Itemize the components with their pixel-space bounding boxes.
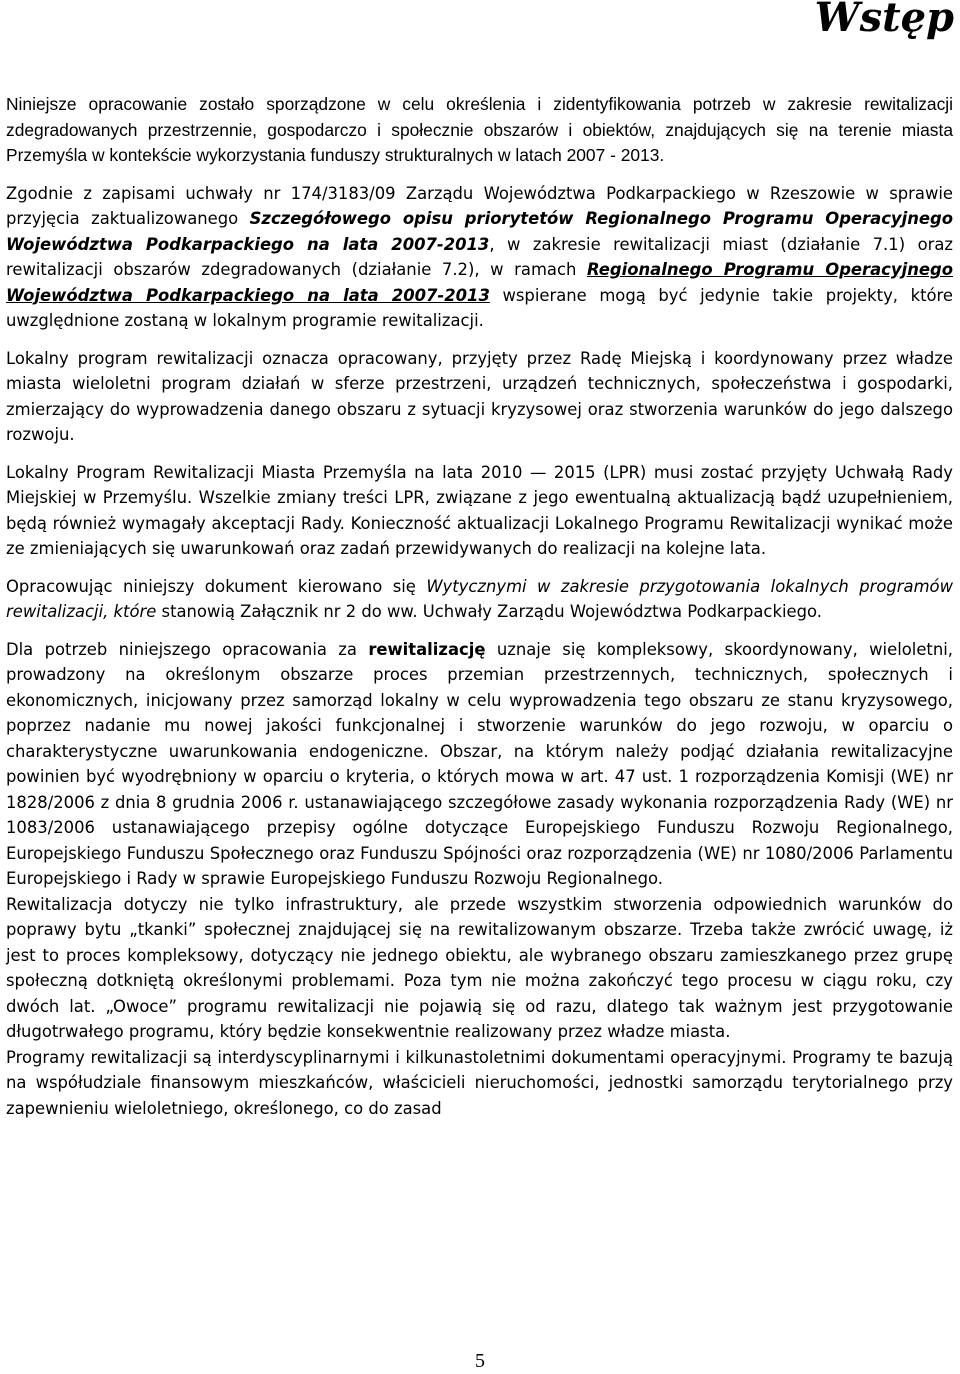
page-number: 5 [475,1350,485,1372]
emphasis-revitalization: rewitalizację [368,639,486,659]
paragraph-lpr-adoption: Lokalny Program Rewitalizacji Miasta Przemyśla na lata 2010 — 2015 (LPR) musi zostać przyjęty Uchwałą Rady Miejskiej w Przemyślu. Wszelkie zmiany treści LPR, związane z jego ewentualną aktualizacją bądź uzupełnieniem, będą również wymagały akceptacji Rady. Konieczność aktualizacji Lokalnego Programu Rewitalizacji wynikać może ze zmieniających się uwarunkowań oraz zadań przewidywanych do realizacji na kolejne lata. [6,462,953,558]
paragraph-resolution [6,181,953,334]
text-run: Opracowując niniejszy dokument kierowano się [6,576,427,596]
section-heading: Wstęp [814,0,954,41]
emphasis-program-description: Szczegółowego opisu priorytetów Regionalnego Programu Operacyjnego Województwa Podkarpackiego na lata 2007-2013 [6,209,953,254]
paragraph-programs: Programy rewitalizacji są interdyscyplinarnymi i kilkunastoletnimi dokumentami operacyjnymi. Programy te bazują na współudziale finansowym mieszkańców, właścicieli nieruchomości, jednostki samorządu terytorialnego przy zapewnieniu wieloletniego, określonego, co do zasad [6,1047,953,1118]
paragraph-definition [6,637,953,892]
paragraph-infrastructure: Rewitalizacja dotyczy nie tylko infrastruktury, ale przede wszystkim stworzenia odpowiednich warunków do poprawy bytu „tkanki” społecznej znajdującej się na rewitalizowanym obszarze. Trzeba także zwrócić uwagę, iż jest to proces kompleksowy, dotyczący nie jednego obiektu, ale wybranego obszaru zamieszkanego przez grupę społeczną dotkniętą określonymi problemami. Poza tym nie można zakończyć tego procesu w ciągu roku, czy dwóch lat. „Owoce” programu rewitalizacji nie pojawią się od razu, dlatego tak ważnym jest przygotowanie długotrwałego programu, który będzie konsekwentnie realizowany przez władze miasta. [6,894,953,1041]
emphasis-guidelines-title: Wytycznymi w zakresie przygotowania lokalnych programów rewitalizacji, które [6,576,953,621]
text-run: uznaje się kompleksowy, skoordynowany, wieloletni, prowadzony na określonym obszarze proces przemian przestrzennych, technicznych, społecznych i ekonomicznych, inicjowany przez samorząd lokalny w celu wyprowadzenia tego obszaru ze stanu kryzysowego, poprzez nadanie mu nowej jakości funkcjonalnej i stworzenie warunków do jego rozwoju, w oparciu o charakterystyczne uwarunkowania endogeniczne. Obszar, na którym należy podjąć działania rewitalizacyjne powinien być wyodrębniony w oparciu o kryteria, o których mowa w art. 47 ust. 1 rozporządzenia Komisji (WE) nr 1828/2006 z dnia 8 grudnia 2006 r. ustanawiającego szczegółowe zasady wykonania rozporządzenia Rady (WE) nr 1083/2006 ustanawiającego przepisy ogólne dotyczące Europejskiego Funduszu Rozwoju Regionalnego, Europejskiego Funduszu Społecznego oraz Funduszu Spójności oraz rozporządzenia (WE) nr 1080/2006 Parlamentu Europejskiego i Rady w sprawie Europejskiego Funduszu Rozwoju Regionalnego. [6,639,953,888]
document-body [6,92,953,1121]
paragraph-local-program: Lokalny program rewitalizacji oznacza opracowany, przyjęty przez Radę Miejską i koordynowany przez władze miasta wieloletni program działań w sferze przestrzeni, urządzeń technicznych, społeczeństwa i gospodarki, zmierzający do wyprowadzenia danego obszaru z sytuacji kryzysowej oraz stworzenia warunków do jego dalszego rozwoju. [6,348,953,444]
text-run: , w zakresie rewitalizacji miast (działanie 7.1) oraz rewitalizacji obszarów zdegradowanych (działanie 7.2), w ramach [6,234,953,279]
text-run: Dla potrzeb niniejszego opracowania za [6,639,369,659]
text-run: Zgodnie z zapisami uchwały nr 174/3183/09 Zarządu Województwa Podkarpackiego w Rzeszowie w sprawie przyjęcia zaktualizowanego [6,183,953,228]
emphasis-program-name: Regionalnego Programu Operacyjnego Województwa Podkarpackiego na lata 2007-2013 [6,260,953,305]
paragraph-guidelines [6,574,953,625]
text-run: stanowią Załącznik nr 2 do ww. Uchwały Zarządu Województwa Podkarpackiego. [156,602,822,621]
paragraph-intro: Niniejsze opracowanie zostało sporządzone w celu określenia i zidentyfikowania potrzeb w zakresie rewitalizacji zdegradowanych przestrzennie, gospodarczo i społecznie obszarów i obiektów, znajdujących się na terenie miasta Przemyśla w kontekście wykorzystania funduszy strukturalnych w latach 2007 - 2013. [6,94,953,165]
text-run: wspierane mogą być jedynie takie projekty, które uwzględnione zostaną w lokalnym programie rewitalizacji. [6,285,953,330]
